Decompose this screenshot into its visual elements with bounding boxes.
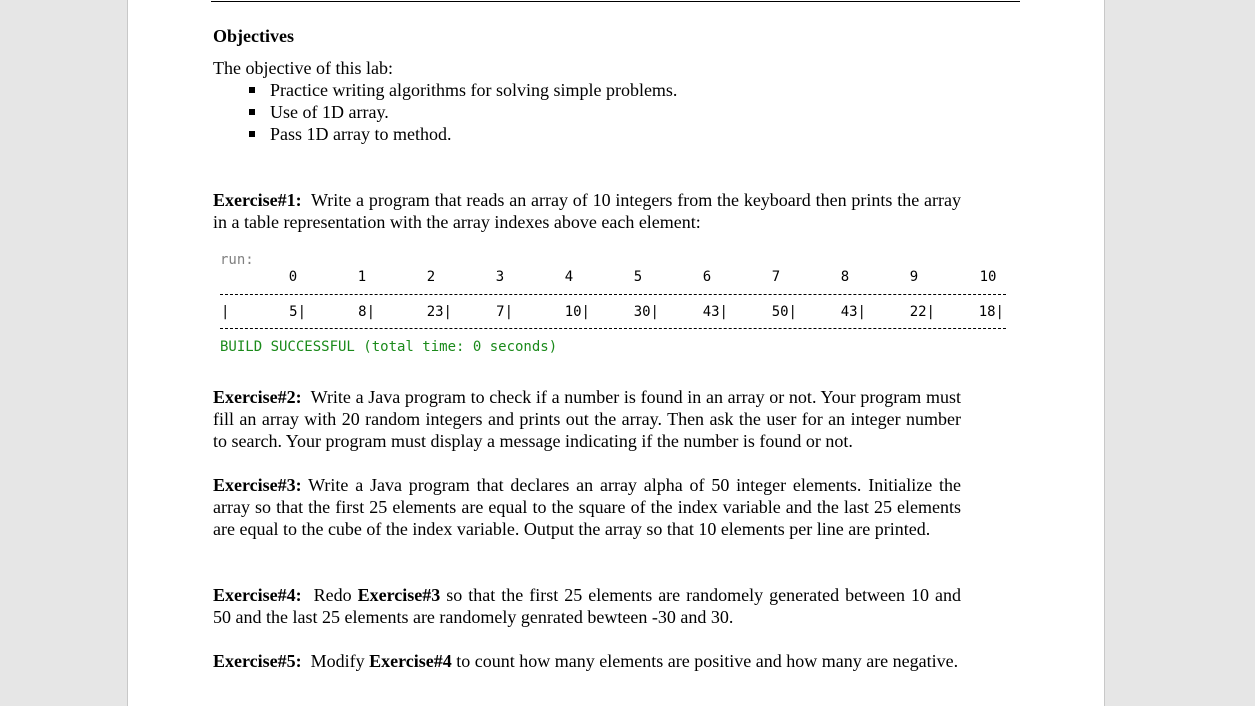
index-cell: 9: [909, 269, 919, 285]
index-cell: 2: [426, 269, 436, 285]
exercise-2-label: Exercise#2:: [213, 387, 302, 407]
index-cell: 6: [702, 269, 712, 285]
exercise-4-ref: Exercise#3: [357, 585, 441, 605]
value-cell: 8|: [358, 304, 375, 320]
objectives-intro: The objective of this lab:: [213, 58, 393, 78]
exercise-5: [213, 650, 961, 672]
exercise-5-text-a: Modify: [310, 651, 365, 671]
exercise-1-text: Write a program that reads an array of 10 integers from the keyboard then prints the array in a table representation with the array indexes above each element:: [213, 190, 961, 232]
row-start: |: [221, 304, 230, 320]
exercise-5-label: Exercise#5:: [213, 651, 302, 671]
index-cell: 3: [495, 269, 505, 285]
exercise-3: [213, 474, 961, 540]
build-status: BUILD SUCCESSFUL (total time: 0 seconds): [220, 339, 558, 355]
bullet-icon: [249, 109, 255, 115]
exercise-4: [213, 584, 961, 628]
bullet-icon: [249, 131, 255, 137]
exercise-5-ref: Exercise#4: [369, 651, 452, 671]
index-cell: 8: [840, 269, 850, 285]
header-rule: [211, 1, 1020, 2]
value-cell: 18|: [978, 304, 1004, 320]
objective-item: Practice writing algorithms for solving simple problems.: [270, 80, 678, 100]
console-run-label: run:: [220, 252, 254, 268]
value-cell: 22|: [909, 304, 935, 320]
exercise-4-label: Exercise#4:: [213, 585, 302, 605]
index-cell: 1: [357, 269, 367, 285]
value-cell: 23|: [426, 304, 452, 320]
value-cell: 10|: [564, 304, 590, 320]
value-cell: 30|: [633, 304, 659, 320]
index-cell: 4: [564, 269, 574, 285]
exercise-3-label: Exercise#3:: [213, 475, 302, 495]
index-cell: 0: [288, 269, 298, 285]
value-cell: 43|: [702, 304, 728, 320]
exercise-4-text-b: so that the first 25 elements are randomely generated between 10 and 50 and the last 25 elements are randomely genrated bewteen -30 and 30.: [213, 585, 962, 627]
value-cell: 43|: [840, 304, 866, 320]
exercise-2: [213, 386, 961, 452]
value-cell: 5|: [289, 304, 306, 320]
objective-item: Pass 1D array to method.: [270, 124, 452, 144]
value-cell: 7|: [496, 304, 513, 320]
exercise-3-text: Write a Java program that declares an array alpha of 50 integer elements. Initialize the array so that the first 25 elements are equal to the square of the index variable and the last 25 elements are equal to the cube of the index variable. Output the array so that 10 elements per line are printed.: [213, 475, 961, 539]
exercise-5-text-b: to count how many elements are positive and how many are negative.: [456, 651, 959, 671]
objectives-heading: Objectives: [213, 26, 294, 46]
index-cell: 10: [979, 269, 997, 285]
exercise-2-text: Write a Java program to check if a number is found in an array or not. Your program must fill an array with 20 random integers and prints out the array. Then ask the user for an integer number to search. Your program must display a message indicating if the number is found or not.: [213, 387, 961, 451]
exercise-1: [213, 189, 961, 233]
objective-item: Use of 1D array.: [270, 102, 389, 122]
exercise-4-text-a: Redo: [313, 585, 352, 605]
value-cell: 50|: [771, 304, 797, 320]
index-cell: 5: [633, 269, 643, 285]
exercise-1-label: Exercise#1:: [213, 190, 302, 210]
bullet-icon: [249, 87, 255, 93]
table-divider: [220, 294, 1006, 295]
index-cell: 7: [771, 269, 781, 285]
table-divider: [220, 328, 1006, 329]
